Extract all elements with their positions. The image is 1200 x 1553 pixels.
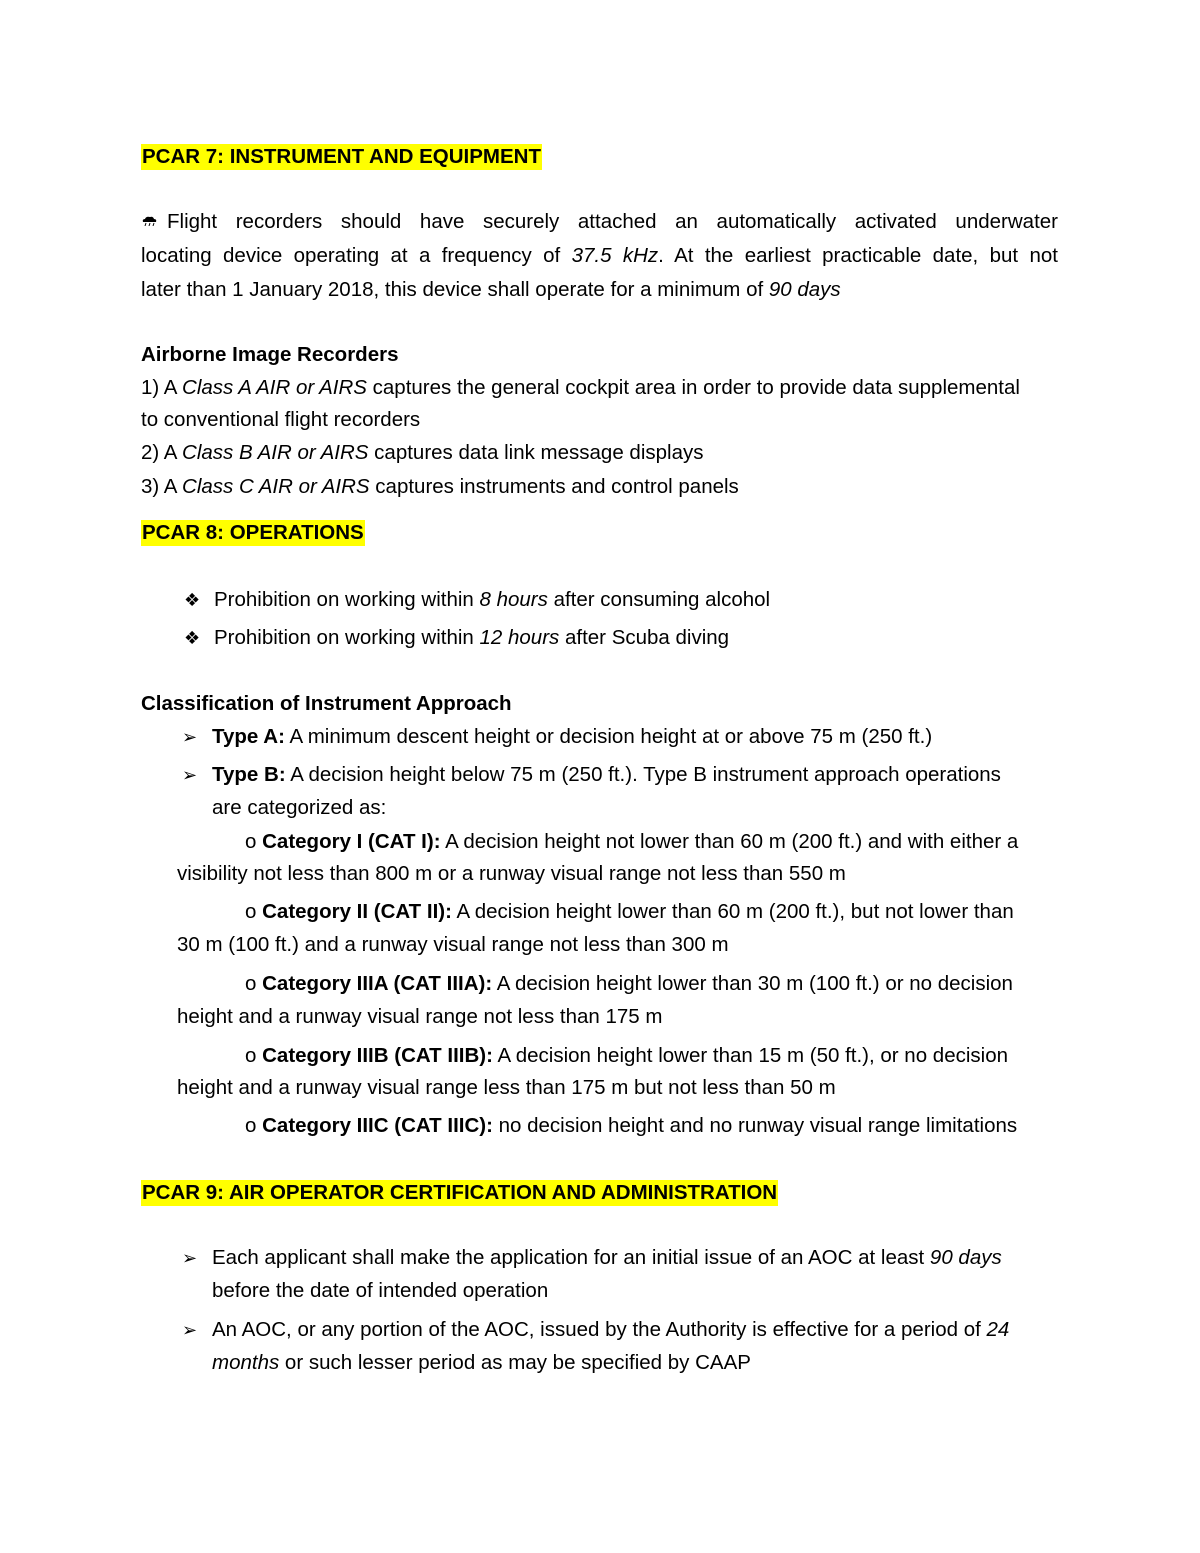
pcar9-item-2: An AOC, or any portion of the AOC, issued by the Authority is effective for a period of 24 xyxy=(212,1318,1010,1341)
air-item-2: 2) A Class B AIR or AIRS captures data link message displays xyxy=(141,441,704,464)
pcar9-item-1: Each applicant shall make the application for an initial issue of an AOC at least 90 days xyxy=(212,1246,1002,1269)
arrowhead-bullet-icon: ➢ xyxy=(182,1320,198,1340)
air-item-3: 3) A Class C AIR or AIRS captures instruments and control panels xyxy=(141,475,739,498)
rain-cloud-icon xyxy=(141,216,157,226)
airborne-recorders-title: Airborne Image Recorders xyxy=(141,343,399,366)
pcar8-heading: PCAR 8: OPERATIONS xyxy=(142,521,364,544)
category-2-cont: 30 m (100 ft.) and a runway visual range not less than 300 m xyxy=(177,933,729,956)
arrowhead-bullet-icon: ➢ xyxy=(182,765,198,785)
category-3c: o Category IIIC (CAT IIIC): no decision height and no runway visual range limitations xyxy=(245,1114,1018,1137)
category-2: o Category II (CAT II): A decision height lower than 60 m (200 ft.), but not lower than xyxy=(245,900,1014,923)
four-diamond-bullet-icon: ❖ xyxy=(184,590,201,610)
four-diamond-bullet-icon: ❖ xyxy=(184,628,201,648)
air-item-1: 1) A Class A AIR or AIRS captures the general cockpit area in order to provide data supplemental xyxy=(141,376,1020,399)
category-3a-cont: height and a runway visual range not less than 175 m xyxy=(177,1005,663,1028)
category-3b: o Category IIIB (CAT IIIB): A decision height lower than 15 m (50 ft.), or no decision xyxy=(245,1044,1009,1067)
pcar7-heading: PCAR 7: INSTRUMENT AND EQUIPMENT xyxy=(142,145,541,168)
pcar9-item-1-cont: before the date of intended operation xyxy=(212,1279,549,1302)
type-a-item: Type A: A minimum descent height or decision height at or above 75 m (250 ft.) xyxy=(212,725,933,748)
pcar9-item-2-cont: months or such lesser period as may be specified by CAAP xyxy=(212,1351,751,1374)
pcar7-para-line1: Flight recorders should have securely attached an automatically activated underwater xyxy=(141,208,1058,236)
pcar9-heading: PCAR 9: AIR OPERATOR CERTIFICATION AND ADMINISTRATION xyxy=(142,1181,778,1204)
pcar7-para-line3: later than 1 January 2018, this device shall operate for a minimum of 90 days xyxy=(141,278,841,301)
category-3b-cont: height and a runway visual range less than 175 m but not less than 50 m xyxy=(177,1076,836,1099)
pcar7-para-line2: locating device operating at a frequency of 37.5 kHz. At the earliest practicable date, but not xyxy=(141,244,1058,267)
prohibition-item-1: Prohibition on working within 8 hours after consuming alcohol xyxy=(214,588,771,611)
arrowhead-bullet-icon: ➢ xyxy=(182,727,198,747)
type-b-item: Type B: A decision height below 75 m (250 ft.). Type B instrument approach operations xyxy=(212,763,1001,786)
air-item-1-cont: to conventional flight recorders xyxy=(141,408,421,431)
type-b-cont: are categorized as: xyxy=(212,796,387,819)
classification-title: Classification of Instrument Approach xyxy=(141,692,512,715)
category-3a: o Category IIIA (CAT IIIA): A decision height lower than 30 m (100 ft.) or no decision xyxy=(245,972,1013,995)
arrowhead-bullet-icon: ➢ xyxy=(182,1248,198,1268)
prohibition-item-2: Prohibition on working within 12 hours after Scuba diving xyxy=(214,626,730,649)
category-1-cont: visibility not less than 800 m or a runway visual range not less than 550 m xyxy=(177,862,846,885)
category-1: o Category I (CAT I): A decision height not lower than 60 m (200 ft.) and with either a xyxy=(245,830,1019,853)
